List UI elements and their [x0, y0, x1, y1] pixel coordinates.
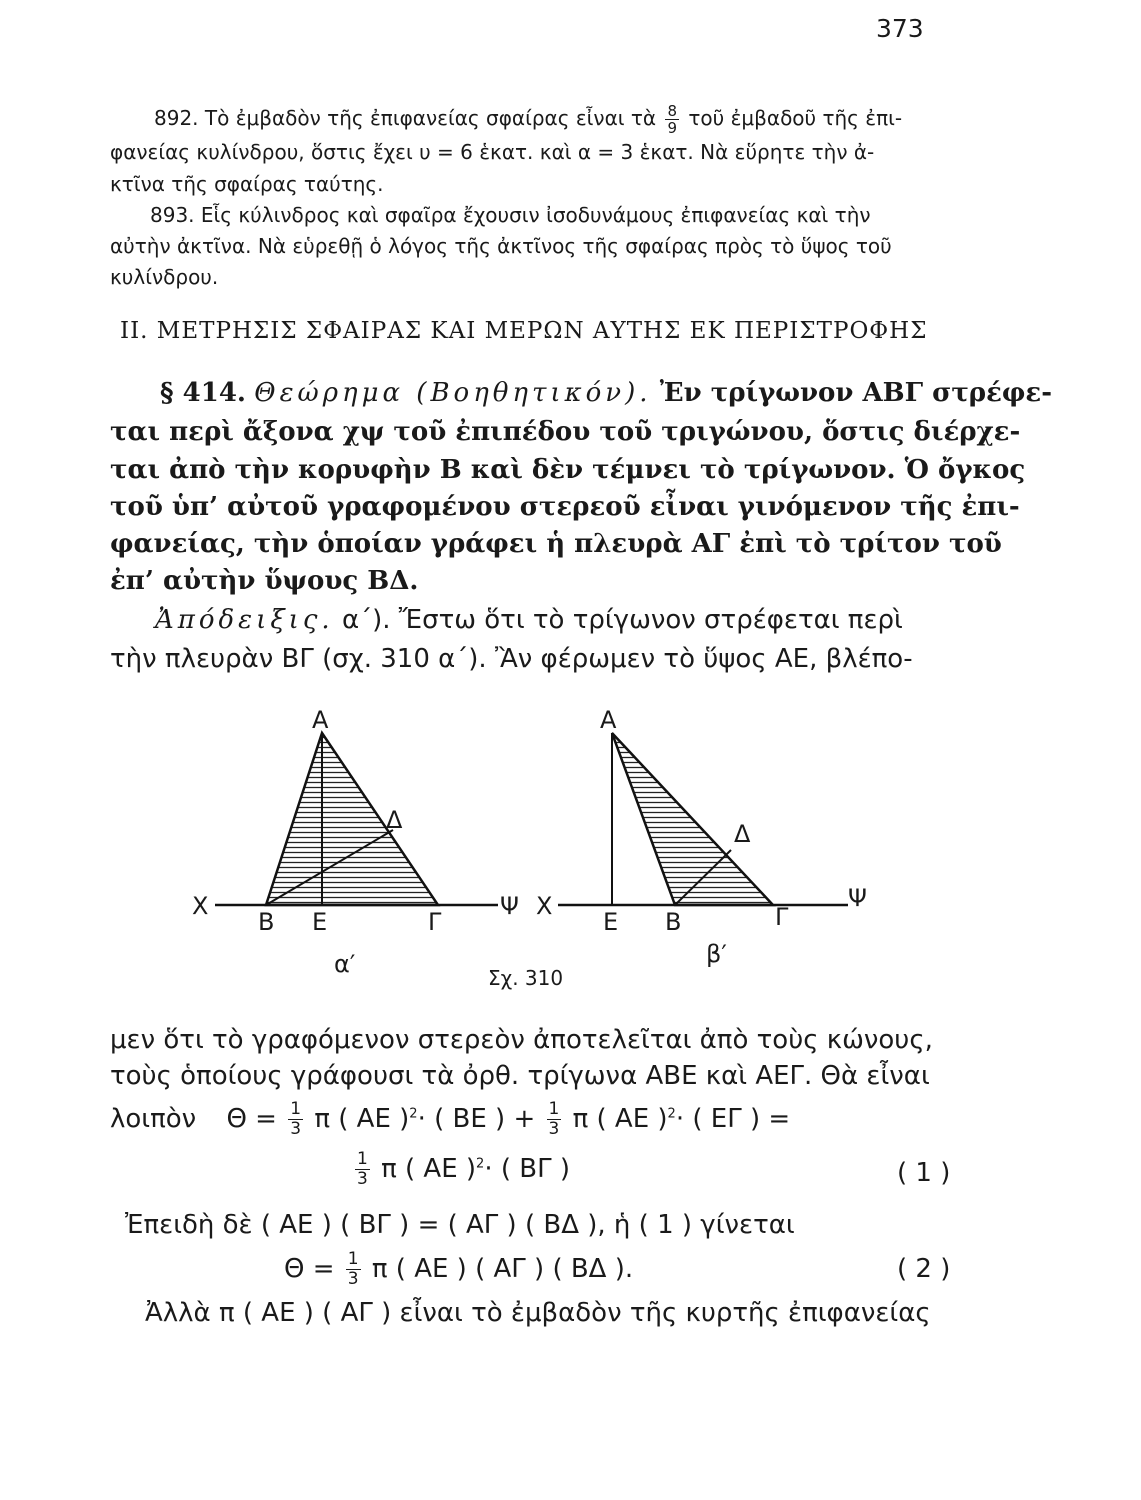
figure-left: [215, 733, 498, 905]
proof-label: Ἀπόδειξις.: [155, 605, 334, 635]
since-line: Ἐπειδὴ δὲ ( ΑΕ ) ( ΒΓ ) = ( ΑΓ ) ( ΒΔ ), ἡ ( 1 ) γίνεται: [125, 1210, 795, 1240]
fraction-denominator: 9: [667, 119, 678, 137]
theorem-line4: τοῦ ὑπ’ αὐτοῦ γραφομένου στερεοῦ εἶναι γινόμενον τῆς ἐπι-: [110, 492, 1020, 522]
equation-2-number: ( 2 ): [897, 1254, 951, 1284]
left-label-b: Β: [258, 908, 275, 936]
exercise-893-line3: κυλίνδρου.: [110, 265, 219, 289]
fraction-denominator: 3: [347, 1269, 359, 1289]
right-label-psi: Ψ: [848, 884, 867, 912]
eq2-rhs: π ( ΑΕ ) ( ΑΓ ) ( ΒΔ ).: [371, 1254, 634, 1284]
eq1-term1-exponent: 2: [409, 1106, 418, 1122]
last-line: Ἀλλὰ π ( ΑΕ ) ( ΑΓ ) εἶναι τὸ ἐμβαδὸν τῆς κυρτῆς ἐπιφανείας: [145, 1298, 931, 1328]
right-label-b: Β: [665, 908, 682, 936]
theorem-line6: ἐπ’ αὐτὴν ὕψους ΒΔ.: [110, 566, 419, 596]
figure-caption: Σχ. 310: [488, 966, 564, 990]
eq1-term2-exponent: 2: [667, 1106, 676, 1122]
exercise-893-line1: 893. Εἷς κύλινδρος καὶ σφαῖρα ἔχουσιν ἰσοδυνάμους ἐπιφανείας καὶ τὴν: [150, 203, 871, 227]
eq1-term1: π ( ΑΕ ): [314, 1104, 410, 1134]
eq1-line2-exponent: 2: [476, 1156, 485, 1172]
theorem-line3: ται ἀπὸ τὴν κορυφὴν Β καὶ δὲν τέμνει τὸ τρίγωνον. Ὁ ὄγκος: [110, 455, 1026, 485]
left-label-e: Ε: [312, 908, 328, 936]
fraction-one-third: [355, 1150, 370, 1189]
right-label-d: Δ: [734, 820, 751, 848]
proof-line2: τὴν πλευρὰν ΒΓ (σχ. 310 α΄). Ἂν φέρωμεν τὸ ὕψος ΑΕ, βλέπο-: [110, 644, 913, 674]
after-line1: μεν ὅτι τὸ γραφόμενον στερεὸν ἀποτελεῖται ἀπὸ τοὺς κώνους,: [110, 1025, 933, 1055]
exercise-892-text-a: 892. Τὸ ἐμβαδὸν τῆς ἐπιφανείας σφαίρας εἶναι τὰ: [154, 106, 657, 130]
equation-2: [284, 1250, 633, 1289]
equation-1-line1: [110, 1100, 790, 1139]
proof-text-1: α΄). Ἔστω ὅτι τὸ τρίγωνον στρέφεται περὶ: [341, 605, 903, 635]
left-triangle-abg: [266, 733, 438, 905]
left-label-a: Α: [312, 706, 329, 734]
left-label-g: Γ: [428, 908, 442, 936]
theorem-text-1: Ἐν τρίγωνον ΑΒΓ στρέφε-: [659, 378, 1053, 408]
fraction-numerator: 1: [290, 1099, 302, 1119]
eq1-line2-term: π ( ΑΕ ): [381, 1154, 477, 1184]
page-number: 373: [876, 14, 924, 43]
exercise-892-line3: κτῖνα τῆς σφαίρας ταύτης.: [110, 172, 384, 196]
right-label-g: Γ: [775, 903, 789, 931]
right-label-e: Ε: [603, 908, 619, 936]
section-heading: II. ΜΕΤΡΗΣΙΣ ΣΦΑΙΡΑΣ ΚΑΙ ΜΕΡΩΝ ΑΥΤΗΣ ΕΚ ΠΕΡΙΣΤΡΟΦΗΣ: [120, 318, 928, 344]
eq1-lhs: Θ =: [226, 1104, 277, 1134]
exercise-893-line2: αὐτὴν ἀκτῖνα. Νὰ εὑρεθῇ ὁ λόγος τῆς ἀκτῖνος τῆς σφαίρας πρὸς τὸ ὕψος τοῦ: [110, 234, 892, 258]
fraction-one-third: [346, 1250, 361, 1289]
after-line2: τοὺς ὁποίους γράφουσι τὰ ὀρθ. τρίγωνα ΑΒΕ καὶ ΑΕΓ. Θὰ εἶναι: [110, 1061, 930, 1091]
fraction-numerator: 1: [548, 1099, 560, 1119]
left-label-psi: Ψ: [500, 892, 519, 920]
right-triangle-abg: [612, 733, 773, 905]
fraction-numerator: 8: [667, 102, 678, 120]
exercise-892-line2: φανείας κυλίνδρου, ὅστις ἔχει υ = 6 ἑκατ. καὶ α = 3 ἑκατ. Νὰ εὕρητε τὴν ἀ-: [110, 140, 875, 164]
right-label-x: Χ: [536, 892, 553, 920]
theorem-label: Θεώρημα (Βοηθητικόν).: [254, 378, 652, 408]
fraction-one-third: [547, 1100, 562, 1139]
fraction-numerator: 1: [347, 1249, 359, 1269]
equation-1-number: ( 1 ): [897, 1158, 951, 1188]
right-sub-label: β′: [706, 940, 727, 968]
fraction-denominator: 3: [290, 1119, 302, 1139]
left-label-x: Χ: [192, 892, 209, 920]
eq1-term1b: · ( ΒΕ ) +: [417, 1104, 536, 1134]
eq1-term2: π ( ΑΕ ): [572, 1104, 668, 1134]
fraction-one-third: [288, 1100, 303, 1139]
fraction-numerator: 1: [357, 1149, 368, 1169]
eq1-word: λοιπὸν: [110, 1104, 197, 1134]
eq2-lhs: Θ =: [284, 1254, 335, 1284]
left-label-d: Δ: [386, 806, 403, 834]
equation-1-line2: [352, 1150, 570, 1189]
figure-right: [558, 733, 848, 905]
eq1-term2b: · ( ΕΓ ) =: [675, 1104, 791, 1134]
right-label-a: Α: [600, 706, 617, 734]
exercise-892-text-b: τοῦ ἐμβαδοῦ τῆς ἐπι-: [688, 106, 903, 130]
theorem-line2: ται περὶ ἄξονα χψ τοῦ ἐπιπέδου τοῦ τριγώνου, ὅστις διέρχε-: [110, 417, 1021, 447]
fraction-denominator: 3: [357, 1169, 368, 1189]
eq1-line2-term-b: · ( ΒΓ ): [484, 1154, 570, 1184]
theorem-number: § 414.: [160, 378, 246, 408]
left-sub-label: α′: [334, 950, 356, 978]
fraction-denominator: 3: [548, 1119, 560, 1139]
theorem-line5: φανείας, τὴν ὁποίαν γράφει ἡ πλευρὰ ΑΓ ἐπὶ τὸ τρίτον τοῦ: [110, 529, 1002, 559]
